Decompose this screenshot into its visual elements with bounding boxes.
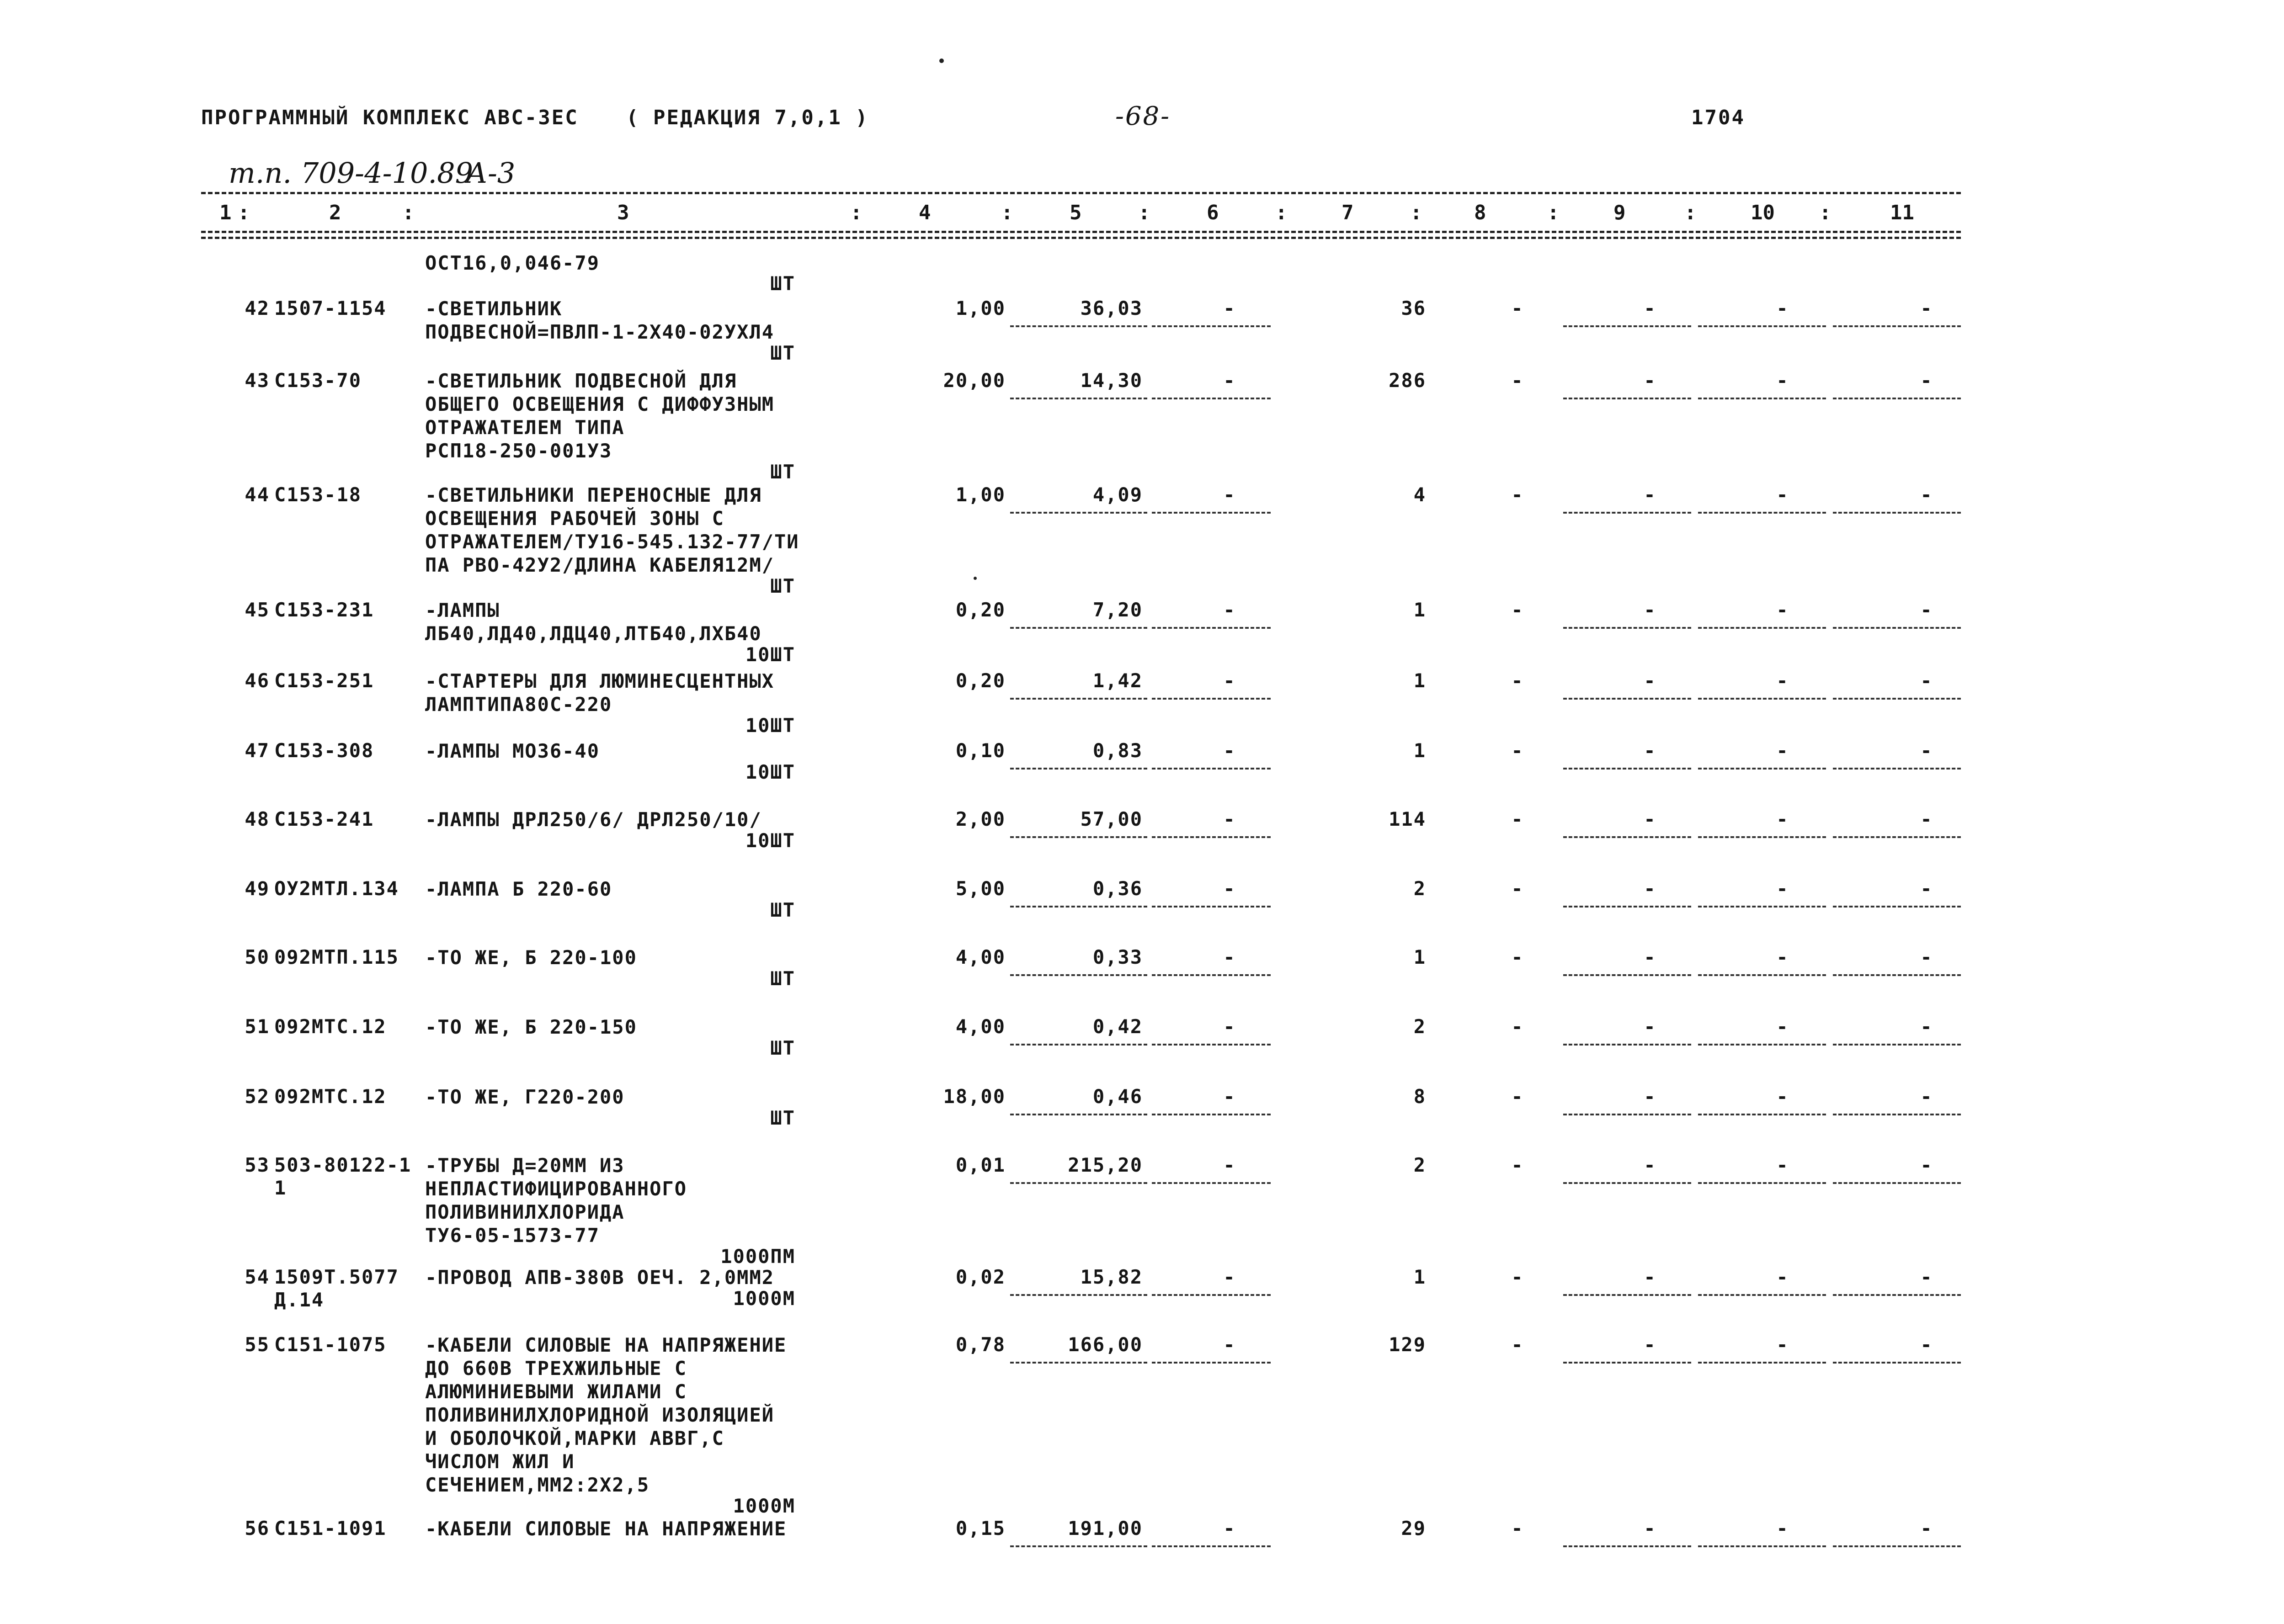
- price-code: 092МТС.12: [274, 1085, 387, 1108]
- column-10-value: -: [1776, 483, 1789, 506]
- quantity: 0,20: [955, 669, 1006, 692]
- subtotal-rule: [1152, 1114, 1271, 1115]
- total-cost: 4: [1413, 483, 1426, 506]
- subtotal-rule: [1698, 1362, 1826, 1364]
- subtotal-rule: [1152, 906, 1271, 908]
- item-description: -ТО ЖЕ, Б 220-100: [425, 946, 637, 969]
- column-6-value: -: [1223, 1085, 1236, 1108]
- subtotal-rule: [1010, 906, 1147, 908]
- total-cost: 1: [1413, 669, 1426, 692]
- subtotal-rule: [1152, 768, 1271, 770]
- handwritten-project-code: т.п. 709-4-10.89: [229, 156, 474, 190]
- total-cost: 1: [1413, 1266, 1426, 1288]
- unit-price: 0,42: [1092, 1015, 1143, 1038]
- item-description: -СВЕТИЛЬНИКИ ПЕРЕНОСНЫЕ ДЛЯ ОСВЕЩЕНИЯ РАБОЧЕЙ ЗОНЫ С ОТРАЖАТЕЛЕМ/ТУ16-545.132-77/ТИ ПА РВО-42У2/ДЛИНА КАБЕЛЯ12М/: [425, 484, 799, 576]
- subtotal-rule: [1563, 698, 1691, 700]
- unit-of-measure: ШТ: [770, 342, 795, 364]
- column-6-value: -: [1223, 739, 1236, 762]
- quantity: 5,00: [955, 877, 1006, 900]
- subtotal-rule: [1010, 398, 1147, 399]
- column-header-10: 10: [1751, 201, 1775, 224]
- subtotal-rule: [1563, 906, 1691, 908]
- column-9-value: -: [1644, 1333, 1656, 1356]
- column-9-value: -: [1644, 1015, 1656, 1038]
- handwritten-album: А-3: [466, 156, 516, 190]
- continuation-unit: ШТ: [770, 272, 795, 295]
- subtotal-rule: [1563, 1114, 1691, 1115]
- column-header-3: 3: [617, 201, 629, 224]
- column-header-1: 1: [219, 201, 232, 224]
- item-description: -СВЕТИЛЬНИК ПОДВЕСНОЙ=ПВЛП-1-2Х40-02УХЛ4: [425, 297, 775, 343]
- subtotal-rule: [1833, 1044, 1961, 1046]
- total-cost: 36: [1401, 297, 1426, 319]
- column-11-value: -: [1920, 599, 1933, 621]
- column-9-value: -: [1644, 946, 1656, 968]
- quantity: 1,00: [955, 297, 1006, 319]
- subtotal-rule: [1152, 1182, 1271, 1184]
- column-separator: :: [1001, 201, 1013, 224]
- column-6-value: -: [1223, 946, 1236, 968]
- item-number: 56: [245, 1517, 270, 1539]
- column-6-value: -: [1223, 1333, 1236, 1356]
- column-10-value: -: [1776, 599, 1789, 621]
- unit-price: 15,82: [1080, 1266, 1143, 1288]
- subtotal-rule: [1833, 398, 1961, 399]
- column-separator: :: [238, 201, 250, 224]
- subtotal-rule: [1563, 627, 1691, 629]
- price-code: С153-231: [274, 599, 374, 621]
- column-6-value: -: [1223, 877, 1236, 900]
- column-header-6: 6: [1207, 201, 1219, 224]
- subtotal-rule: [1833, 768, 1961, 770]
- quantity: 0,10: [955, 739, 1006, 762]
- item-description: -ТО ЖЕ, Б 220-150: [425, 1016, 637, 1038]
- subtotal-rule: [1563, 325, 1691, 327]
- column-11-value: -: [1920, 1333, 1933, 1356]
- item-number: 52: [245, 1085, 270, 1108]
- unit-of-measure: 10ШТ: [745, 714, 795, 737]
- total-cost: 29: [1401, 1517, 1426, 1539]
- column-10-value: -: [1776, 297, 1789, 319]
- quantity: 4,00: [955, 946, 1006, 968]
- subtotal-rule: [1833, 836, 1961, 838]
- item-number: 55: [245, 1333, 270, 1356]
- item-description: -КАБЕЛИ СИЛОВЫЕ НА НАПРЯЖЕНИЕ: [425, 1518, 787, 1540]
- unit-of-measure: ШТ: [770, 967, 795, 990]
- item-number: 48: [245, 808, 270, 830]
- price-code: С153-308: [274, 739, 374, 762]
- subtotal-rule: [1833, 906, 1961, 908]
- quantity: 4,00: [955, 1015, 1006, 1038]
- item-number: 49: [245, 877, 270, 900]
- column-11-value: -: [1920, 1015, 1933, 1038]
- unit-of-measure: 1000М: [733, 1287, 795, 1310]
- column-6-value: -: [1223, 669, 1236, 692]
- quantity: 1,00: [955, 483, 1006, 506]
- price-code: 092МТС.12: [274, 1015, 387, 1038]
- column-header-11: 11: [1890, 201, 1914, 224]
- subtotal-rule: [1152, 1294, 1271, 1296]
- subtotal-rule: [1152, 325, 1271, 327]
- column-9-value: -: [1644, 1085, 1656, 1108]
- column-header-7: 7: [1342, 201, 1354, 224]
- item-number: 54: [245, 1266, 270, 1288]
- subtotal-rule: [1698, 512, 1826, 514]
- column-10-value: -: [1776, 1333, 1789, 1356]
- item-number: 46: [245, 669, 270, 692]
- price-code-suffix: 1: [274, 1177, 287, 1199]
- item-number: 42: [245, 297, 270, 319]
- subtotal-rule: [1833, 1362, 1961, 1364]
- quantity: 2,00: [955, 808, 1006, 830]
- unit-of-measure: ШТ: [770, 1107, 795, 1129]
- unit-price: 7,20: [1092, 599, 1143, 621]
- subtotal-rule: [1698, 325, 1826, 327]
- column-6-value: -: [1223, 1154, 1236, 1176]
- column-6-value: -: [1223, 369, 1236, 392]
- item-description: -ПРОВОД АПВ-380В ОЕЧ. 2,0ММ2: [425, 1266, 775, 1289]
- item-description: -ЛАМПА Б 220-60: [425, 878, 612, 900]
- total-cost: 8: [1413, 1085, 1426, 1108]
- unit-price: 14,30: [1080, 369, 1143, 392]
- quantity: 20,00: [943, 369, 1006, 392]
- subtotal-rule: [1563, 1545, 1691, 1547]
- unit-price: 36,03: [1080, 297, 1143, 319]
- scan-speck: [974, 577, 977, 580]
- column-11-value: -: [1920, 1085, 1933, 1108]
- unit-of-measure: 10ШТ: [745, 829, 795, 852]
- column-8-value: -: [1511, 1154, 1524, 1176]
- unit-of-measure: 1000М: [733, 1495, 795, 1517]
- subtotal-rule: [1833, 974, 1961, 976]
- item-number: 44: [245, 483, 270, 506]
- subtotal-rule: [1698, 974, 1826, 976]
- price-code: С151-1075: [274, 1333, 387, 1356]
- subtotal-rule: [1010, 325, 1147, 327]
- subtotal-rule: [1563, 1294, 1691, 1296]
- item-number: 47: [245, 739, 270, 762]
- subtotal-rule: [1698, 1114, 1826, 1115]
- subtotal-rule: [1152, 1545, 1271, 1547]
- total-cost: 2: [1413, 1015, 1426, 1038]
- unit-price: 4,09: [1092, 483, 1143, 506]
- column-11-value: -: [1920, 946, 1933, 968]
- column-8-value: -: [1511, 297, 1524, 319]
- header-top-rule: [201, 192, 1961, 194]
- unit-of-measure: 1000ПМ: [720, 1245, 795, 1268]
- unit-price: 215,20: [1068, 1154, 1143, 1176]
- unit-of-measure: ШТ: [770, 1037, 795, 1059]
- quantity: 18,00: [943, 1085, 1006, 1108]
- column-9-value: -: [1644, 877, 1656, 900]
- price-code: С153-251: [274, 669, 374, 692]
- item-description: -ЛАМПЫ ДРЛ250/6/ ДРЛ250/10/: [425, 808, 762, 831]
- column-10-value: -: [1776, 669, 1789, 692]
- price-code: 503-80122-1: [274, 1154, 412, 1176]
- column-8-value: -: [1511, 739, 1524, 762]
- column-10-value: -: [1776, 808, 1789, 830]
- column-8-value: -: [1511, 1015, 1524, 1038]
- column-10-value: -: [1776, 1085, 1789, 1108]
- continuation-text: ОСТ16,0,046-79: [425, 252, 600, 274]
- unit-of-measure: ШТ: [770, 461, 795, 483]
- document-number: 1704: [1691, 106, 1745, 129]
- price-code: С153-70: [274, 369, 362, 392]
- column-10-value: -: [1776, 1154, 1789, 1176]
- column-separator: :: [1275, 201, 1288, 224]
- column-header-4: 4: [919, 201, 931, 224]
- page-number: -68-: [1115, 101, 1171, 131]
- unit-price: 1,42: [1092, 669, 1143, 692]
- unit-price: 0,33: [1092, 946, 1143, 968]
- column-10-value: -: [1776, 1266, 1789, 1288]
- column-6-value: -: [1223, 1015, 1236, 1038]
- column-10-value: -: [1776, 1015, 1789, 1038]
- subtotal-rule: [1563, 768, 1691, 770]
- subtotal-rule: [1010, 1182, 1147, 1184]
- subtotal-rule: [1010, 768, 1147, 770]
- unit-of-measure: 10ШТ: [745, 761, 795, 783]
- column-11-value: -: [1920, 483, 1933, 506]
- column-9-value: -: [1644, 297, 1656, 319]
- item-description: -КАБЕЛИ СИЛОВЫЕ НА НАПРЯЖЕНИЕ ДО 660В ТРЕХЖИЛЬНЫЕ С АЛЮМИНИЕВЫМИ ЖИЛАМИ С ПОЛИВИНИЛХЛОРИДНОЙ ИЗОЛЯЦИЕЙ И ОБОЛОЧКОЙ,МАРКИ АВВГ,С ЧИСЛОМ ЖИЛ И СЕЧЕНИЕМ,ММ2:2Х2,5: [425, 1334, 787, 1496]
- column-8-value: -: [1511, 946, 1524, 968]
- column-separator: :: [402, 201, 415, 224]
- subtotal-rule: [1010, 1044, 1147, 1046]
- column-separator: :: [1410, 201, 1422, 224]
- column-8-value: -: [1511, 1266, 1524, 1288]
- column-11-value: -: [1920, 1517, 1933, 1539]
- item-number: 45: [245, 599, 270, 621]
- header-bottom-rule: [201, 231, 1961, 233]
- subtotal-rule: [1010, 974, 1147, 976]
- subtotal-rule: [1010, 698, 1147, 700]
- price-code: ОУ2МТЛ.134: [274, 877, 399, 900]
- column-header-9: 9: [1613, 201, 1626, 224]
- subtotal-rule: [1152, 627, 1271, 629]
- column-10-value: -: [1776, 739, 1789, 762]
- subtotal-rule: [1698, 627, 1826, 629]
- column-11-value: -: [1920, 739, 1933, 762]
- unit-price: 191,00: [1068, 1517, 1143, 1539]
- program-title: ПРОГРАММНЫЙ КОМПЛЕКС АВС-3ЕС: [201, 106, 579, 129]
- column-8-value: -: [1511, 369, 1524, 392]
- column-8-value: -: [1511, 1333, 1524, 1356]
- unit-of-measure: ШТ: [770, 575, 795, 597]
- price-code: 092МТП.115: [274, 946, 399, 968]
- item-number: 50: [245, 946, 270, 968]
- subtotal-rule: [1833, 1114, 1961, 1115]
- price-code: 1509Т.5077: [274, 1266, 399, 1288]
- quantity: 0,02: [955, 1266, 1006, 1288]
- column-11-value: -: [1920, 877, 1933, 900]
- subtotal-rule: [1833, 698, 1961, 700]
- column-11-value: -: [1920, 669, 1933, 692]
- price-code: С151-1091: [274, 1517, 387, 1539]
- total-cost: 2: [1413, 877, 1426, 900]
- subtotal-rule: [1563, 1044, 1691, 1046]
- column-separator: :: [1684, 201, 1697, 224]
- column-8-value: -: [1511, 669, 1524, 692]
- column-9-value: -: [1644, 808, 1656, 830]
- subtotal-rule: [1833, 1294, 1961, 1296]
- subtotal-rule: [1010, 1294, 1147, 1296]
- column-9-value: -: [1644, 599, 1656, 621]
- unit-price: 0,46: [1092, 1085, 1143, 1108]
- quantity: 0,20: [955, 599, 1006, 621]
- total-cost: 1: [1413, 946, 1426, 968]
- column-9-value: -: [1644, 739, 1656, 762]
- column-separator: :: [850, 201, 862, 224]
- column-header-8: 8: [1474, 201, 1486, 224]
- column-9-value: -: [1644, 1517, 1656, 1539]
- subtotal-rule: [1698, 906, 1826, 908]
- item-number: 53: [245, 1154, 270, 1176]
- total-cost: 1: [1413, 599, 1426, 621]
- column-11-value: -: [1920, 369, 1933, 392]
- column-10-value: -: [1776, 369, 1789, 392]
- column-6-value: -: [1223, 599, 1236, 621]
- item-description: -ЛАМПЫ ЛБ40,ЛД40,ЛДЦ40,ЛТБ40,ЛХБ40: [425, 599, 762, 645]
- unit-price: 57,00: [1080, 808, 1143, 830]
- subtotal-rule: [1152, 512, 1271, 514]
- subtotal-rule: [1010, 627, 1147, 629]
- price-code: С153-18: [274, 483, 362, 506]
- unit-of-measure: 10ШТ: [745, 643, 795, 666]
- column-6-value: -: [1223, 483, 1236, 506]
- item-number: 51: [245, 1015, 270, 1038]
- subtotal-rule: [1698, 1294, 1826, 1296]
- item-description: -ТРУБЫ Д=20ММ ИЗ НЕПЛАСТИФИЦИРОВАННОГО ПОЛИВИНИЛХЛОРИДА ТУ6-05-1573-77: [425, 1154, 687, 1247]
- total-cost: 2: [1413, 1154, 1426, 1176]
- quantity: 0,15: [955, 1517, 1006, 1539]
- column-11-value: -: [1920, 297, 1933, 319]
- subtotal-rule: [1698, 1044, 1826, 1046]
- price-code: 1507-1154: [274, 297, 387, 319]
- column-9-value: -: [1644, 669, 1656, 692]
- column-9-value: -: [1644, 483, 1656, 506]
- subtotal-rule: [1010, 1114, 1147, 1115]
- unit-price: 0,83: [1092, 739, 1143, 762]
- item-description: -СТАРТЕРЫ ДЛЯ ЛЮМИНЕСЦЕНТНЫХ ЛАМПТИПА80С-220: [425, 670, 775, 716]
- item-description: -ТО ЖЕ, Г220-200: [425, 1086, 625, 1108]
- column-8-value: -: [1511, 1517, 1524, 1539]
- subtotal-rule: [1563, 512, 1691, 514]
- edition-label: ( РЕДАКЦИЯ 7,0,1 ): [626, 106, 869, 129]
- total-cost: 286: [1389, 369, 1426, 392]
- column-6-value: -: [1223, 808, 1236, 830]
- quantity: 0,01: [955, 1154, 1006, 1176]
- column-11-value: -: [1920, 1154, 1933, 1176]
- subtotal-rule: [1563, 1362, 1691, 1364]
- total-cost: 129: [1389, 1333, 1426, 1356]
- subtotal-rule: [1010, 512, 1147, 514]
- subtotal-rule: [1833, 1182, 1961, 1184]
- total-cost: 114: [1389, 808, 1426, 830]
- column-6-value: -: [1223, 297, 1236, 319]
- scan-speck: [939, 58, 944, 63]
- subtotal-rule: [1152, 1044, 1271, 1046]
- unit-price: 0,36: [1092, 877, 1143, 900]
- column-separator: :: [1547, 201, 1560, 224]
- subtotal-rule: [1152, 974, 1271, 976]
- column-9-value: -: [1644, 1154, 1656, 1176]
- subtotal-rule: [1010, 836, 1147, 838]
- column-9-value: -: [1644, 369, 1656, 392]
- column-separator: :: [1819, 201, 1831, 224]
- column-8-value: -: [1511, 808, 1524, 830]
- column-10-value: -: [1776, 946, 1789, 968]
- column-8-value: -: [1511, 877, 1524, 900]
- column-11-value: -: [1920, 808, 1933, 830]
- subtotal-rule: [1833, 627, 1961, 629]
- column-6-value: -: [1223, 1517, 1236, 1539]
- quantity: 0,78: [955, 1333, 1006, 1356]
- subtotal-rule: [1833, 1545, 1961, 1547]
- subtotal-rule: [1152, 398, 1271, 399]
- column-10-value: -: [1776, 877, 1789, 900]
- column-header-5: 5: [1070, 201, 1082, 224]
- column-header-2: 2: [329, 201, 341, 224]
- subtotal-rule: [1698, 398, 1826, 399]
- column-9-value: -: [1644, 1266, 1656, 1288]
- unit-of-measure: ШТ: [770, 899, 795, 921]
- subtotal-rule: [1563, 836, 1691, 838]
- subtotal-rule: [1152, 836, 1271, 838]
- price-code-suffix: Д.14: [274, 1289, 325, 1311]
- subtotal-rule: [1010, 1362, 1147, 1364]
- subtotal-rule: [1698, 768, 1826, 770]
- subtotal-rule: [1833, 512, 1961, 514]
- column-8-value: -: [1511, 483, 1524, 506]
- subtotal-rule: [1698, 1182, 1826, 1184]
- subtotal-rule: [1833, 325, 1961, 327]
- subtotal-rule: [1563, 398, 1691, 399]
- unit-price: 166,00: [1068, 1333, 1143, 1356]
- subtotal-rule: [1698, 1545, 1826, 1547]
- header-bottom-rule-2: [201, 237, 1961, 239]
- price-code: С153-241: [274, 808, 374, 830]
- item-number: 43: [245, 369, 270, 392]
- subtotal-rule: [1698, 836, 1826, 838]
- column-8-value: -: [1511, 1085, 1524, 1108]
- column-10-value: -: [1776, 1517, 1789, 1539]
- item-description: -СВЕТИЛЬНИК ПОДВЕСНОЙ ДЛЯ ОБЩЕГО ОСВЕЩЕНИЯ С ДИФФУЗНЫМ ОТРАЖАТЕЛЕМ ТИПА РСП18-250-001У3: [425, 370, 775, 462]
- column-separator: :: [1138, 201, 1150, 224]
- item-description: -ЛАМПЫ МО36-40: [425, 740, 600, 762]
- subtotal-rule: [1152, 698, 1271, 700]
- column-11-value: -: [1920, 1266, 1933, 1288]
- subtotal-rule: [1152, 1362, 1271, 1364]
- subtotal-rule: [1698, 698, 1826, 700]
- subtotal-rule: [1563, 974, 1691, 976]
- total-cost: 1: [1413, 739, 1426, 762]
- subtotal-rule: [1563, 1182, 1691, 1184]
- column-8-value: -: [1511, 599, 1524, 621]
- subtotal-rule: [1010, 1545, 1147, 1547]
- column-6-value: -: [1223, 1266, 1236, 1288]
